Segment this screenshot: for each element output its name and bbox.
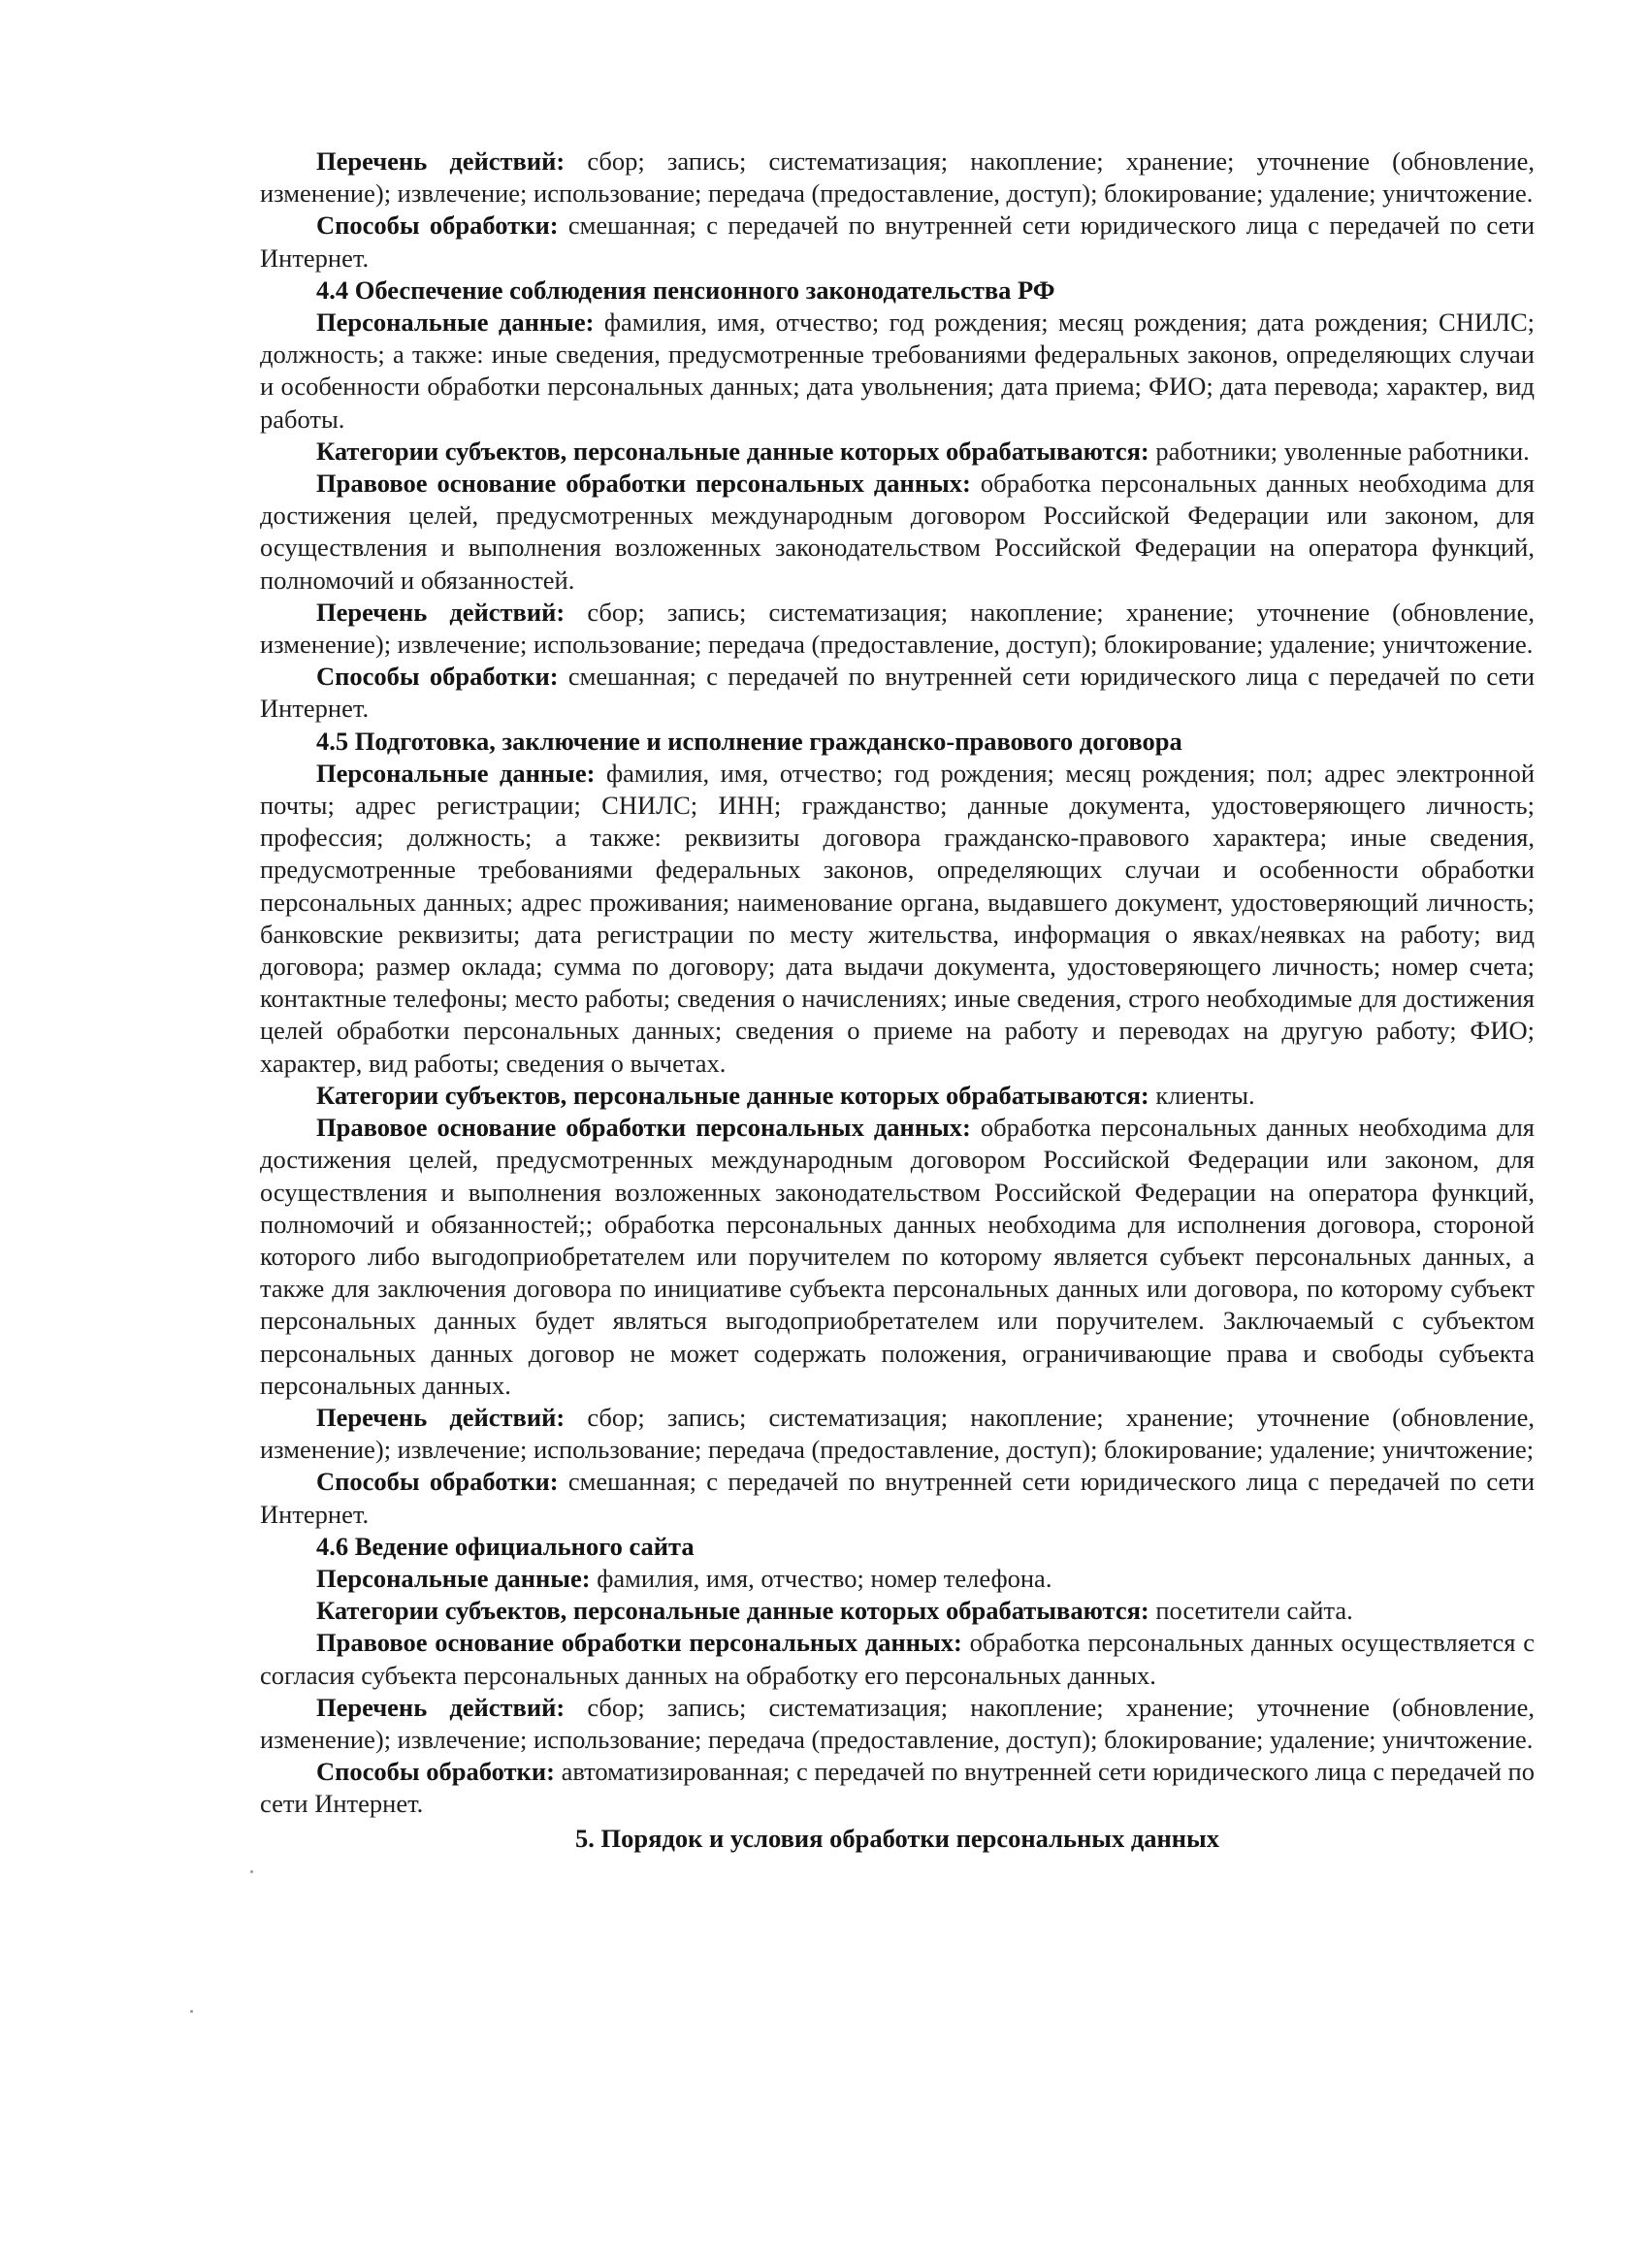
paragraph-text: клиенты. (1155, 1080, 1255, 1110)
paragraph-label: Правовое основание обработки персональных данных: (316, 469, 971, 499)
paragraph-text: автоматизированная; с передачей по внутренней сети юридического лица с передачей по сети Интернет. (260, 1757, 1535, 1819)
paragraph-label: Персональные данные: (316, 758, 596, 788)
paragraph-processing-methods (260, 1466, 1535, 1530)
paragraph-text: фамилия, имя, отчество; год рождения; месяц рождения; пол; адрес электронной почты; адрес регистрации; СНИЛС; ИНН; гражданство; данные документа, удостоверяющего личность; профессия; должность; а также: реквизиты договора гражданско-правового характера; иные сведения, предусмотренные требованиями федеральных законов, определяющих случаи и особенности обработки персональных данных; адрес проживания; наименование органа, выдавшего документ, удостоверяющий личность; банковские реквизиты; дата регистрации по месту жительства, информация о явках/неявках на работу; вид договора; размер оклада; сумма по договору; дата выдачи документа, удостоверяющего личность; номер счета; контактные телефоны; место работы; сведения о начислениях; иные сведения, строго необходимые для достижения целей обработки персональных данных; сведения о приеме на работу и переводах на другую работу; ФИО; характер, вид работы; сведения о вычетах. (260, 758, 1536, 1078)
paragraph-legal-basis (260, 1112, 1535, 1402)
paragraph-personal-data (260, 307, 1535, 436)
paragraph-label: Способы обработки: (316, 1757, 555, 1787)
scan-speck (250, 1870, 253, 1873)
paragraph-label: Персональные данные: (316, 1563, 591, 1593)
paragraph-text: работники; уволенные работники. (1155, 436, 1530, 466)
paragraph-label: Перечень действий: (316, 1692, 566, 1722)
paragraph-text: обработка персональных данных необходима для достижения целей, предусмотренных международным договором Российской Федерации или законом, для осуществления и выполнения возложенных законодательством Российской Федерации на оператора функций, полномочий и обязанностей. (260, 469, 1535, 595)
paragraph-label: Способы обработки: (316, 1467, 559, 1497)
paragraph-processing-methods (260, 1756, 1535, 1820)
paragraph-text: посетители сайта. (1155, 1596, 1353, 1626)
paragraph-processing-methods (260, 661, 1535, 725)
paragraph-text: сбор; запись; систематизация; накопление; хранение; уточнение (обновление, изменение); извлечение; использование; передача (предоставление, доступ); блокирование; удаление; уничтожение; (260, 1402, 1535, 1465)
paragraph-actions-list (260, 597, 1535, 661)
paragraph-text: смешанная; с передачей по внутренней сети юридического лица с передачей по сети Интернет. (260, 662, 1536, 724)
paragraph-label: Способы обработки: (316, 211, 559, 241)
paragraph-label: Перечень действий: (316, 1402, 566, 1432)
paragraph-text: сбор; запись; систематизация; накопление; хранение; уточнение (обновление, изменение); извлечение; использование; передача (предоставление, доступ); блокирование; удаление; уничтожение. (260, 597, 1535, 660)
document-page (260, 146, 1535, 1855)
paragraph-text: фамилия, имя, отчество; номер телефона. (597, 1563, 1052, 1593)
paragraph-text: смешанная; с передачей по внутренней сети юридического лица с передачей по сети Интернет. (260, 211, 1536, 273)
paragraph-actions-list (260, 1692, 1535, 1756)
paragraph-processing-methods (260, 210, 1535, 274)
paragraph-text: сбор; запись; систематизация; накопление; хранение; уточнение (обновление, изменение); извлечение; использование; передача (предоставление, доступ); блокирование; удаление; уничтожение. (260, 146, 1535, 209)
paragraph-label: Перечень действий: (316, 597, 566, 627)
paragraph-label: Перечень действий: (316, 146, 566, 176)
paragraph-text: сбор; запись; систематизация; накопление; хранение; уточнение (обновление, изменение); извлечение; использование; передача (предоставление, доступ); блокирование; удаление; уничтожение. (260, 1692, 1535, 1754)
paragraph-subject-categories (260, 1080, 1535, 1112)
paragraph-legal-basis (260, 468, 1535, 597)
paragraph-text: смешанная; с передачей по внутренней сети юридического лица с передачей по сети Интернет. (260, 1467, 1536, 1529)
paragraph-label: Правовое основание обработки персональных данных: (316, 1628, 962, 1658)
paragraph-subject-categories (260, 1595, 1535, 1627)
paragraph-text: обработка персональных данных необходима для достижения целей, предусмотренных международным договором Российской Федерации или законом, для осуществления и выполнения возложенных законодательством Российской Федерации на оператора функций, полномочий и обязанностей;; обработка персональных данных необходима для исполнения договора, стороной которого либо выгодоприобретателем или поручителем по которому является субъект персональных данных, а также для заключения договора по инициативе субъекта персональных данных или договора, по которому субъект персональных данных будет являться выгодоприобретателем или поручителем. Заключаемый с субъектом персональных данных договор не может содержать положения, ограничивающие права и свободы субъекта персональных данных. (260, 1113, 1535, 1400)
paragraph-text: фамилия, имя, отчество; год рождения; месяц рождения; дата рождения; СНИЛС; должность; а также: иные сведения, предусмотренные требованиями федеральных законов, определяющих случаи и особенности обработки персональных данных; дата увольнения; дата приема; ФИО; дата перевода; характер, вид работы. (260, 308, 1535, 434)
paragraph-text: обработка персональных данных осуществляется с согласия субъекта персональных данных на обработку его персональных данных. (260, 1628, 1536, 1690)
paragraph-actions-list (260, 146, 1535, 210)
paragraph-personal-data (260, 758, 1535, 1080)
paragraph-label: Способы обработки: (316, 662, 559, 692)
scan-speck (190, 2010, 193, 2013)
paragraph-label: Правовое основание обработки персональных данных: (316, 1113, 971, 1143)
paragraph-label: Персональные данные: (316, 308, 595, 338)
section-heading-4-5: 4.5 Подготовка, заключение и исполнение гражданско-правового договора (316, 726, 1182, 756)
paragraph-label: Категории субъектов, персональные данные которых обрабатываются: (316, 1596, 1149, 1626)
paragraph-label: Категории субъектов, персональные данные которых обрабатываются: (316, 436, 1149, 466)
paragraph-subject-categories (260, 436, 1535, 468)
paragraph-actions-list (260, 1402, 1535, 1466)
paragraph-personal-data (260, 1563, 1535, 1595)
section-heading-5: 5. Порядок и условия обработки персональных данных (575, 1823, 1219, 1853)
paragraph-label: Категории субъектов, персональные данные которых обрабатываются: (316, 1080, 1149, 1110)
section-heading-4-6: 4.6 Ведение официального сайта (316, 1531, 695, 1561)
section-heading-4-4: 4.4 Обеспечение соблюдения пенсионного законодательства РФ (316, 275, 1055, 305)
paragraph-legal-basis (260, 1627, 1535, 1691)
